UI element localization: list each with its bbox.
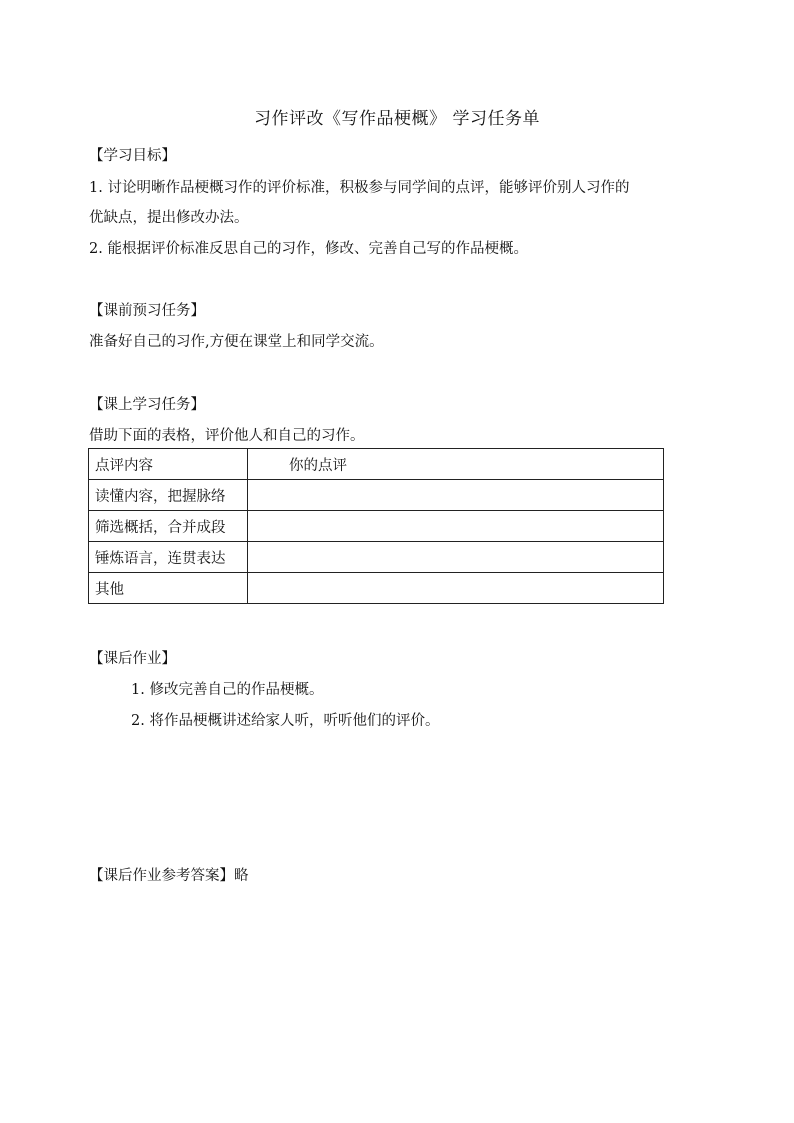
table-row <box>89 542 664 573</box>
table-header-comment: 你的点评 <box>248 449 664 480</box>
preview-heading: 【课前预习任务】 <box>89 303 205 319</box>
table-row <box>89 511 664 542</box>
table-row-comment-cell[interactable] <box>248 542 664 573</box>
homework-item-1: 1. 修改完善自己的作品梗概。 <box>131 682 324 698</box>
homework-heading: 【课后作业】 <box>89 651 176 667</box>
goal-item-1-line-1: 1. 讨论明晰作品梗概习作的评价标准，积极参与同学间的点评，能够评价别人习作的 <box>89 180 630 196</box>
goals-heading: 【学习目标】 <box>89 148 176 164</box>
table-header-row <box>89 449 664 480</box>
review-table <box>88 448 664 604</box>
table-row-comment-cell[interactable] <box>248 480 664 511</box>
table-row-criterion: 读懂内容，把握脉络 <box>89 480 248 511</box>
goal-item-1-line-2: 优缺点，提出修改办法。 <box>89 210 249 226</box>
answer-heading: 【课后作业参考答案】略 <box>89 868 249 884</box>
inclass-heading: 【课上学习任务】 <box>89 397 205 413</box>
table-row <box>89 573 664 604</box>
document-title: 习作评改《写作品梗概》 学习任务单 <box>254 109 540 129</box>
homework-item-2: 2. 将作品梗概讲述给家人听，听听他们的评价。 <box>131 713 440 729</box>
table-row-comment-cell[interactable] <box>248 573 664 604</box>
table-row-criterion: 其他 <box>89 573 248 604</box>
preview-text: 准备好自己的习作,方便在课堂上和同学交流。 <box>89 334 384 350</box>
table-row-criterion: 筛选概括，合并成段 <box>89 511 248 542</box>
goal-item-2: 2. 能根据评价标准反思自己的习作，修改、完善自己写的作品梗概。 <box>89 241 528 257</box>
table-header-criterion: 点评内容 <box>89 449 248 480</box>
table-row-criterion: 锤炼语言，连贯表达 <box>89 542 248 573</box>
table-row-comment-cell[interactable] <box>248 511 664 542</box>
table-row <box>89 480 664 511</box>
inclass-text: 借助下面的表格，评价他人和自己的习作。 <box>89 428 365 444</box>
